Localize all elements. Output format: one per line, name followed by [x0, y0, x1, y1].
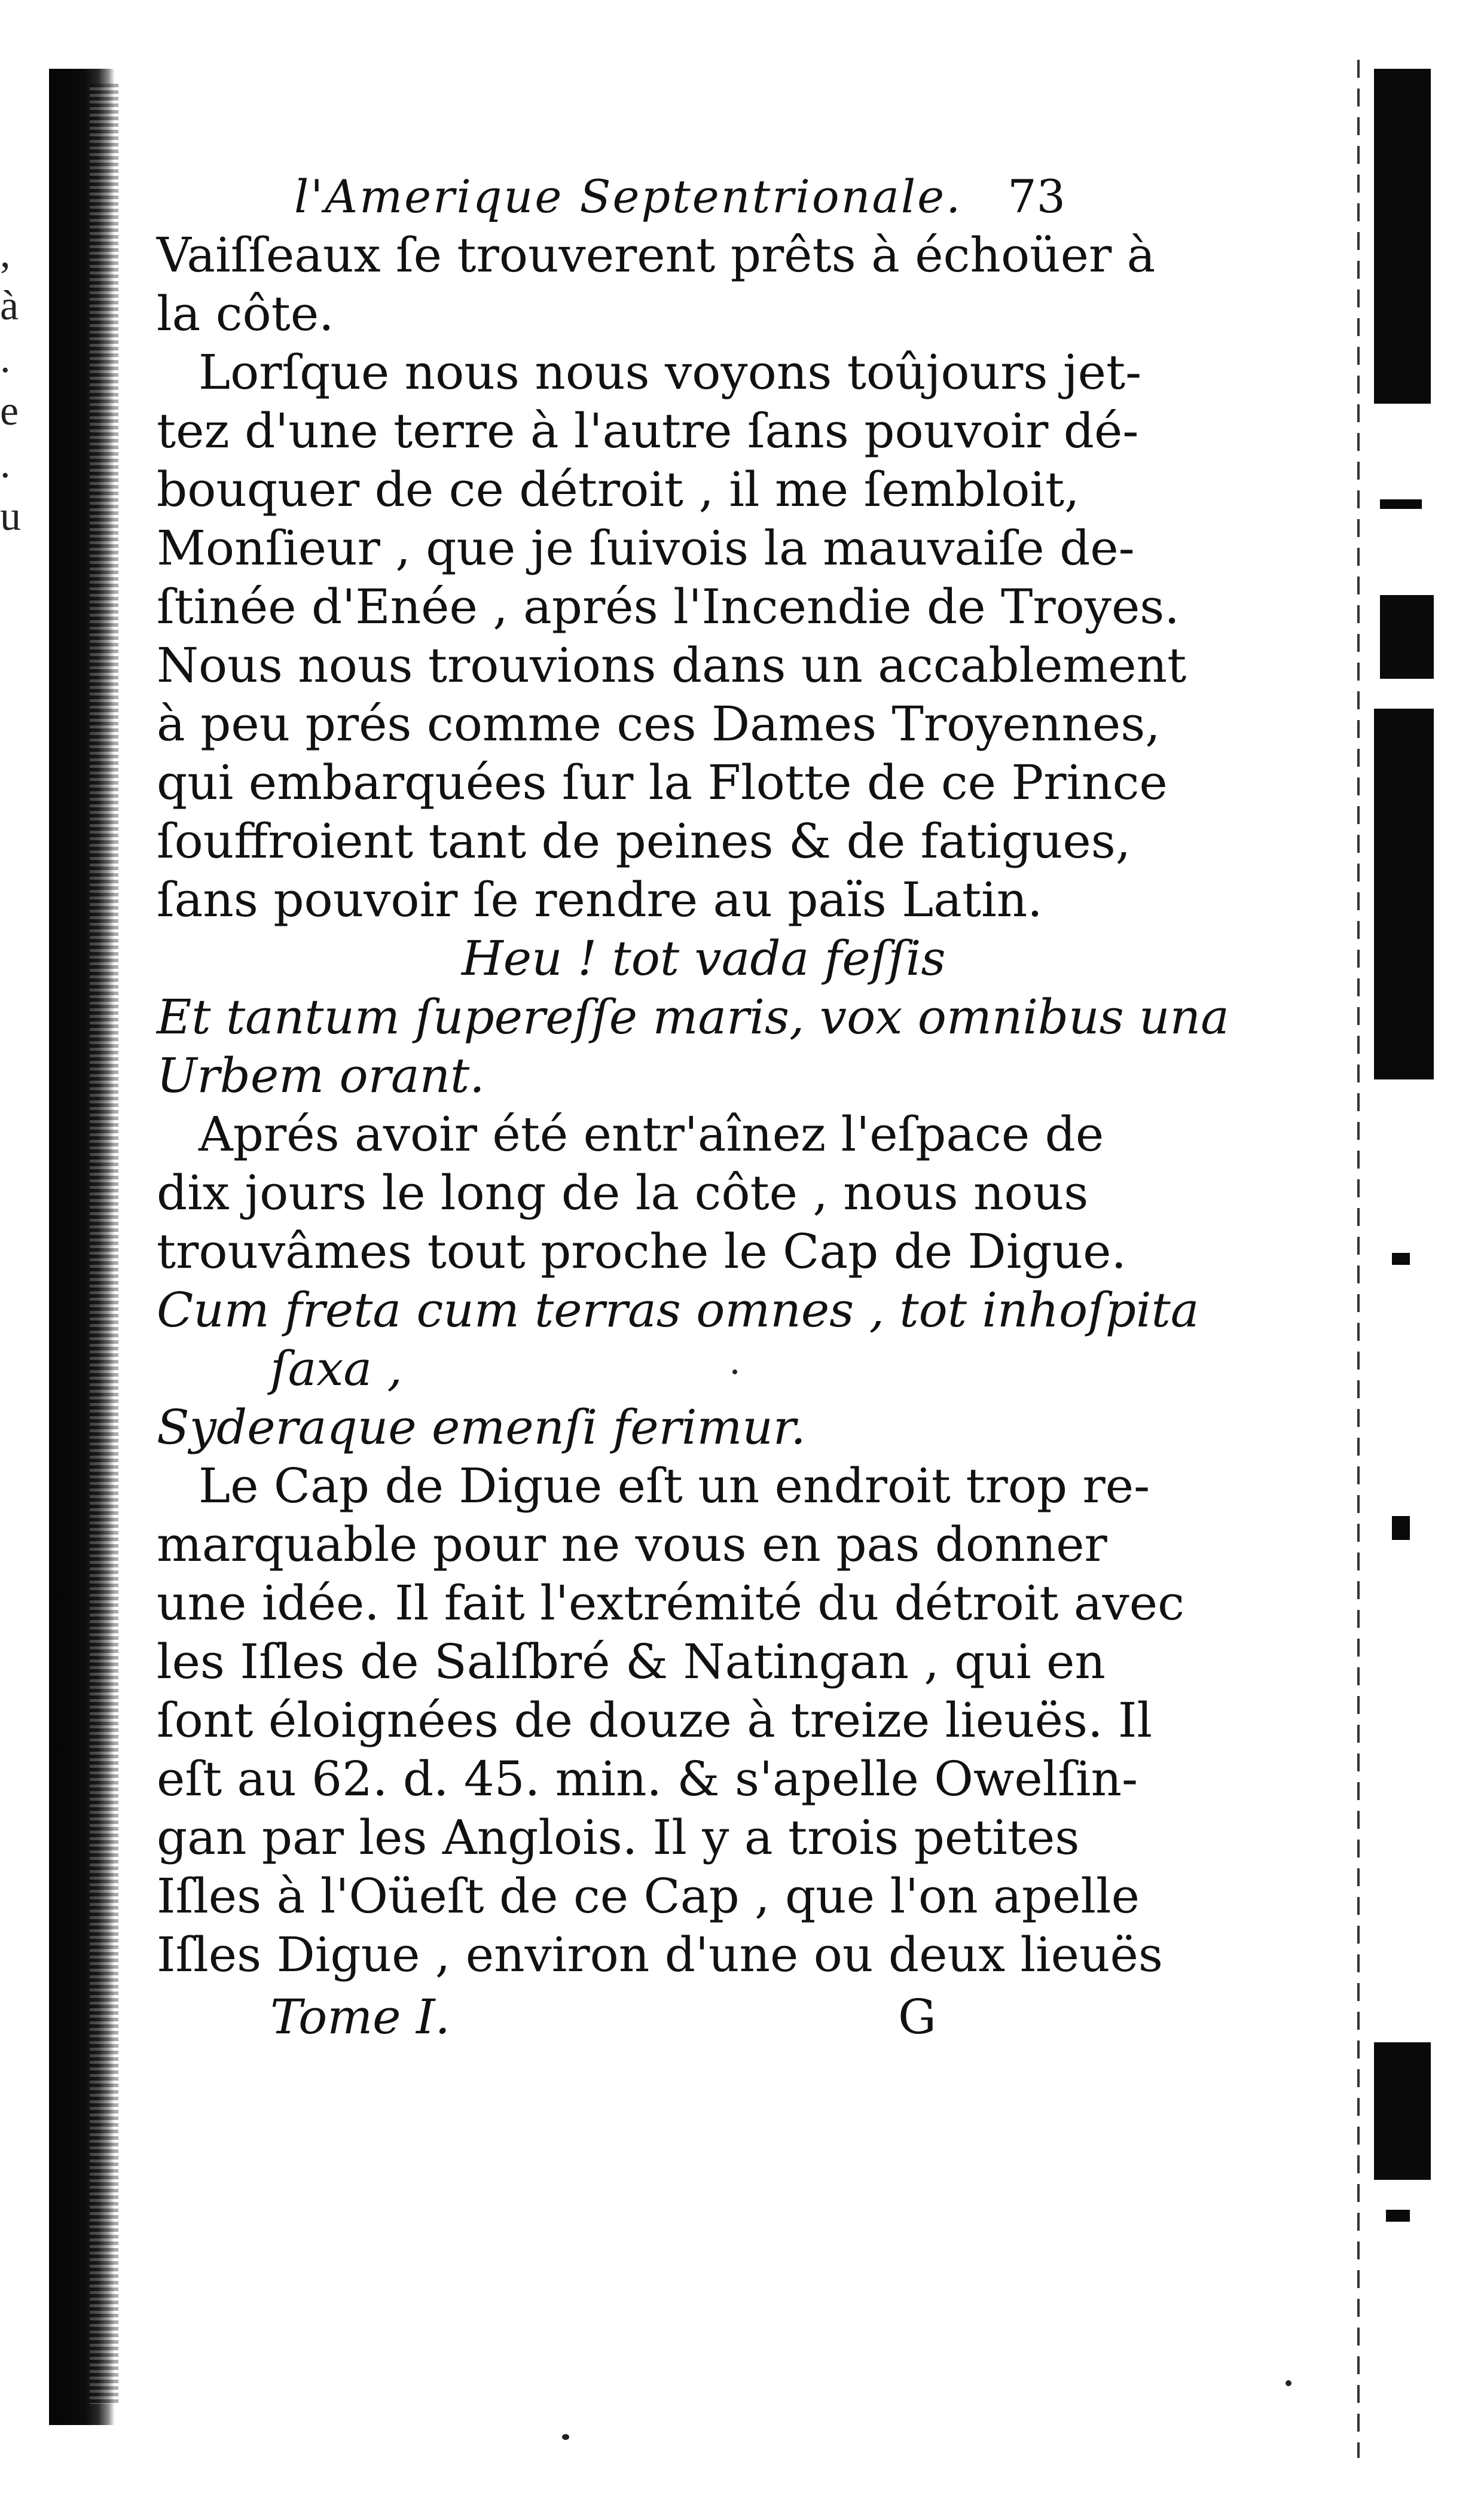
- text-line: Heu ! tot vada feſſis: [462, 931, 946, 986]
- text-line: une idée. Il fait l'extrémité du détroit avec: [157, 1575, 1184, 1631]
- text-line: eſt au 62. d. 45. min. & s'apelle Owelſin-: [157, 1751, 1138, 1807]
- right-edge-scan-artifact: [1368, 69, 1440, 2449]
- signature-letter: G: [898, 1989, 936, 2045]
- running-header: [157, 167, 1077, 226]
- text-line: ſans pouvoir ſe rendre au païs Latin.: [157, 872, 1043, 928]
- bleed-char: .: [0, 335, 11, 382]
- text-line: à peu prés comme ces Dames Troyennes,: [157, 696, 1161, 752]
- text-line: marquable pour ne vous en pas donner: [157, 1517, 1107, 1572]
- text-line: les Iſles de Salſbré & Natingan , qui en: [157, 1634, 1106, 1689]
- text-line: trouvâmes tout proche le Cap de Digue.: [157, 1224, 1126, 1279]
- previous-page-bleed: [0, 227, 24, 543]
- bleed-char: ,: [0, 230, 11, 276]
- ink-speck: [562, 2434, 569, 2440]
- text-line: Urbem orant.: [157, 1048, 485, 1103]
- text-line: ſtinée d'Enée , aprés l'Incendie de Troyes.: [157, 579, 1180, 635]
- text-line: Monſieur , que je ſuivois la mauvaiſe de-: [157, 520, 1135, 576]
- ink-speck: [732, 1370, 737, 1374]
- text-line: Iſles à l'Oüeſt de ce Cap , que l'on apelle: [157, 1868, 1140, 1924]
- page-text-block: [157, 167, 1229, 2046]
- text-line: ſouffroient tant de peines & de fatigues,: [157, 813, 1131, 869]
- text-line: la côte.: [157, 286, 334, 341]
- bleed-char: u: [0, 493, 21, 539]
- text-line: Le Cap de Digue eſt un endroit trop re-: [199, 1458, 1150, 1514]
- bleed-char: .: [0, 441, 11, 487]
- text-line: Aprés avoir été entr'aînez l'eſpace de: [199, 1106, 1104, 1162]
- text-line: Lorſque nous nous voyons toûjours jet-: [199, 344, 1142, 400]
- body-text: [157, 226, 1229, 1984]
- page-footer: [157, 1988, 1077, 2046]
- text-line: Vaiſſeaux ſe trouverent prêts à échoüer à: [157, 227, 1156, 283]
- signature-tome: Tome I.: [270, 1989, 450, 2045]
- text-line: Cum freta cum terras omnes , tot inhoſpita: [157, 1282, 1199, 1338]
- gutter-texture: [90, 84, 118, 2404]
- text-line: tez d'une terre à l'autre ſans pouvoir dé-: [157, 403, 1139, 459]
- text-line: Syderaque emenſi ferimur.: [157, 1399, 806, 1455]
- page-edge-line: [1357, 60, 1360, 2458]
- text-line: ſont éloignées de douze à treize lieuës. Il: [157, 1692, 1153, 1748]
- text-line: ſaxa ,: [270, 1341, 402, 1396]
- text-line: dix jours le long de la côte , nous nous: [157, 1165, 1089, 1221]
- text-line: Iſles Digue , environ d'une ou deux lieuës: [157, 1927, 1163, 1982]
- text-line: qui embarquées ſur la Flotte de ce Prince: [157, 755, 1168, 810]
- page-number: 73: [1007, 170, 1065, 223]
- ink-speck: [1285, 2380, 1291, 2386]
- text-line: Et tantum ſupereſſe maris, vox omnibus una: [157, 989, 1229, 1045]
- bleed-char: à: [0, 283, 19, 329]
- text-line: Nous nous trouvions dans un accablement: [157, 638, 1187, 693]
- running-title: l'Amerique Septentrionale.: [294, 170, 963, 223]
- bleed-char: e: [0, 388, 19, 434]
- text-line: gan par les Anglois. Il y a trois petites: [157, 1810, 1080, 1865]
- text-line: bouquer de ce détroit , il me ſembloit,: [157, 462, 1080, 517]
